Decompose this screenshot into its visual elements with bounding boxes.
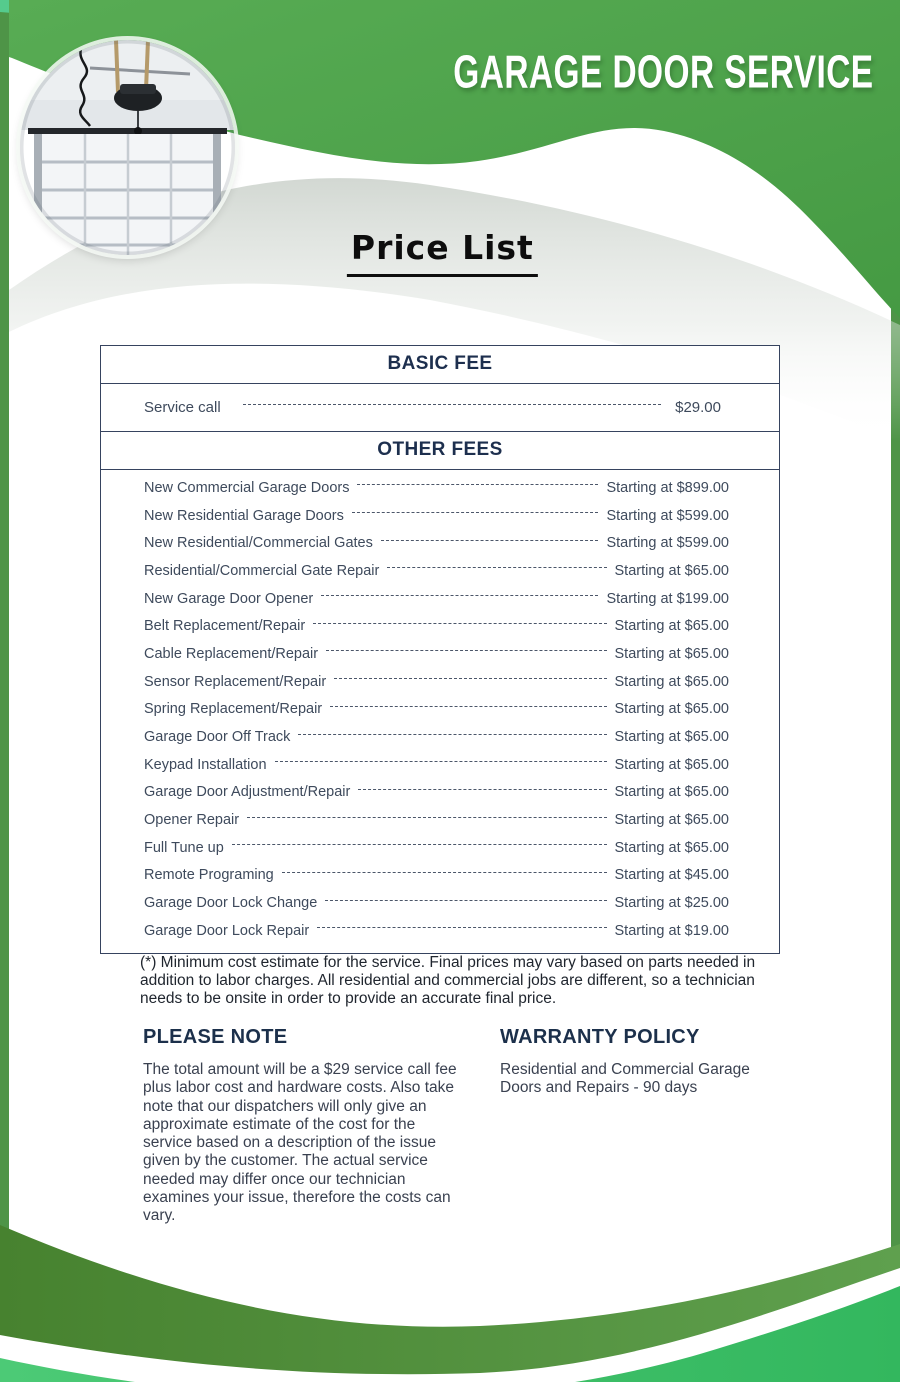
- leader-dashes: [298, 734, 606, 735]
- fee-label: Garage Door Off Track: [144, 729, 291, 746]
- leader-dashes: [313, 623, 606, 624]
- warranty-policy-body: Residential and Commercial Garage Doors and Repairs - 90 days: [500, 1061, 750, 1097]
- fee-price: Starting at $65.00: [614, 729, 729, 746]
- leader-dashes: [282, 872, 607, 873]
- leader-dashes: [352, 512, 599, 513]
- warranty-policy-heading: WARRANTY POLICY: [500, 1026, 700, 1048]
- fee-row: [101, 502, 779, 530]
- please-note-section: [143, 1026, 465, 1226]
- fee-row: [101, 529, 779, 557]
- leader-dashes: [334, 678, 606, 679]
- leader-dashes: [326, 650, 606, 651]
- fee-price: Starting at $65.00: [614, 562, 729, 579]
- leader-dashes: [321, 595, 598, 596]
- fee-row: [101, 779, 779, 807]
- fee-row: [101, 834, 779, 862]
- please-note-heading: PLEASE NOTE: [143, 1026, 288, 1048]
- leader-dashes: [387, 567, 606, 568]
- fee-row: [101, 585, 779, 613]
- fee-row: [101, 917, 779, 945]
- fee-label: Full Tune up: [144, 839, 224, 856]
- fee-price: Starting at $65.00: [614, 784, 729, 801]
- footnote: (*) Minimum cost estimate for the service. Final prices may vary based on parts needed in addition to labor charges. All residential and commercial jobs are different, so a technician needs to be onsite in order to provide an accurate final price.: [140, 954, 756, 1007]
- fee-label: Service call: [144, 399, 221, 416]
- fee-label: New Residential/Commercial Gates: [144, 535, 373, 552]
- other-fees-header: OTHER FEES: [101, 431, 779, 470]
- fee-label: Garage Door Lock Change: [144, 895, 318, 912]
- leader-dashes: [357, 484, 598, 485]
- other-fees-rows: [101, 470, 779, 953]
- fee-row: [101, 474, 779, 502]
- fee-row: [101, 612, 779, 640]
- fee-price: Starting at $25.00: [614, 895, 729, 912]
- fee-price: Starting at $599.00: [606, 507, 729, 524]
- fee-row: [101, 640, 779, 668]
- fee-price: Starting at $599.00: [606, 535, 729, 552]
- please-note-body: The total amount will be a $29 service call fee plus labor cost and hardware costs. Also take note that our dispatchers will only give an approximate estimate of the cost for the service based on a description of the issue given by the customer. The actual service needed may differ once our technician examines your issue, therefore the costs can vary.: [143, 1061, 457, 1225]
- leader-dashes: [330, 706, 606, 707]
- fee-label: Residential/Commercial Gate Repair: [144, 562, 380, 579]
- leader-dashes: [243, 404, 661, 405]
- fee-label: Remote Programing: [144, 867, 274, 884]
- warranty-policy-section: [500, 1026, 770, 1098]
- fee-label: Sensor Replacement/Repair: [144, 673, 327, 690]
- fee-price: Starting at $65.00: [614, 839, 729, 856]
- leader-dashes: [325, 900, 606, 901]
- fee-label: New Garage Door Opener: [144, 590, 314, 607]
- price-table: [100, 345, 780, 954]
- fee-price: Starting at $45.00: [614, 867, 729, 884]
- fee-label: Opener Repair: [144, 812, 240, 829]
- fee-row: [101, 806, 779, 834]
- fee-price: Starting at $19.00: [614, 922, 729, 939]
- basic-fee-rows: [101, 384, 779, 431]
- fee-row: [101, 723, 779, 751]
- fee-price: $29.00: [675, 399, 721, 416]
- fee-row: [101, 668, 779, 696]
- fee-price: Starting at $899.00: [606, 479, 729, 496]
- leader-dashes: [232, 844, 607, 845]
- leader-dashes: [317, 927, 606, 928]
- fee-label: Garage Door Adjustment/Repair: [144, 784, 351, 801]
- fee-label: Spring Replacement/Repair: [144, 701, 323, 718]
- fee-row: [101, 384, 779, 431]
- fee-price: Starting at $65.00: [614, 756, 729, 773]
- fee-price: Starting at $65.00: [614, 618, 729, 635]
- leader-dashes: [275, 761, 607, 762]
- garage-photo: [20, 40, 235, 255]
- fee-label: Cable Replacement/Repair: [144, 645, 319, 662]
- fee-price: Starting at $65.00: [614, 812, 729, 829]
- leader-dashes: [381, 540, 599, 541]
- fee-price: Starting at $65.00: [614, 673, 729, 690]
- fee-price: Starting at $65.00: [614, 645, 729, 662]
- fee-label: Belt Replacement/Repair: [144, 618, 306, 635]
- fee-price: Starting at $199.00: [606, 590, 729, 607]
- fee-row: [101, 862, 779, 890]
- fee-row: [101, 557, 779, 585]
- leader-dashes: [247, 817, 606, 818]
- fee-row: [101, 751, 779, 779]
- basic-fee-header: BASIC FEE: [101, 346, 779, 384]
- fee-row: [101, 696, 779, 724]
- fee-price: Starting at $65.00: [614, 701, 729, 718]
- fee-label: Garage Door Lock Repair: [144, 922, 310, 939]
- page-title: Price List: [347, 228, 538, 277]
- fee-row: [101, 889, 779, 917]
- fee-label: Keypad Installation: [144, 756, 267, 773]
- brand-title: GARAGE DOOR SERVICE: [453, 47, 874, 99]
- fee-label: New Residential Garage Doors: [144, 507, 344, 524]
- leader-dashes: [358, 789, 606, 790]
- fee-label: New Commercial Garage Doors: [144, 479, 350, 496]
